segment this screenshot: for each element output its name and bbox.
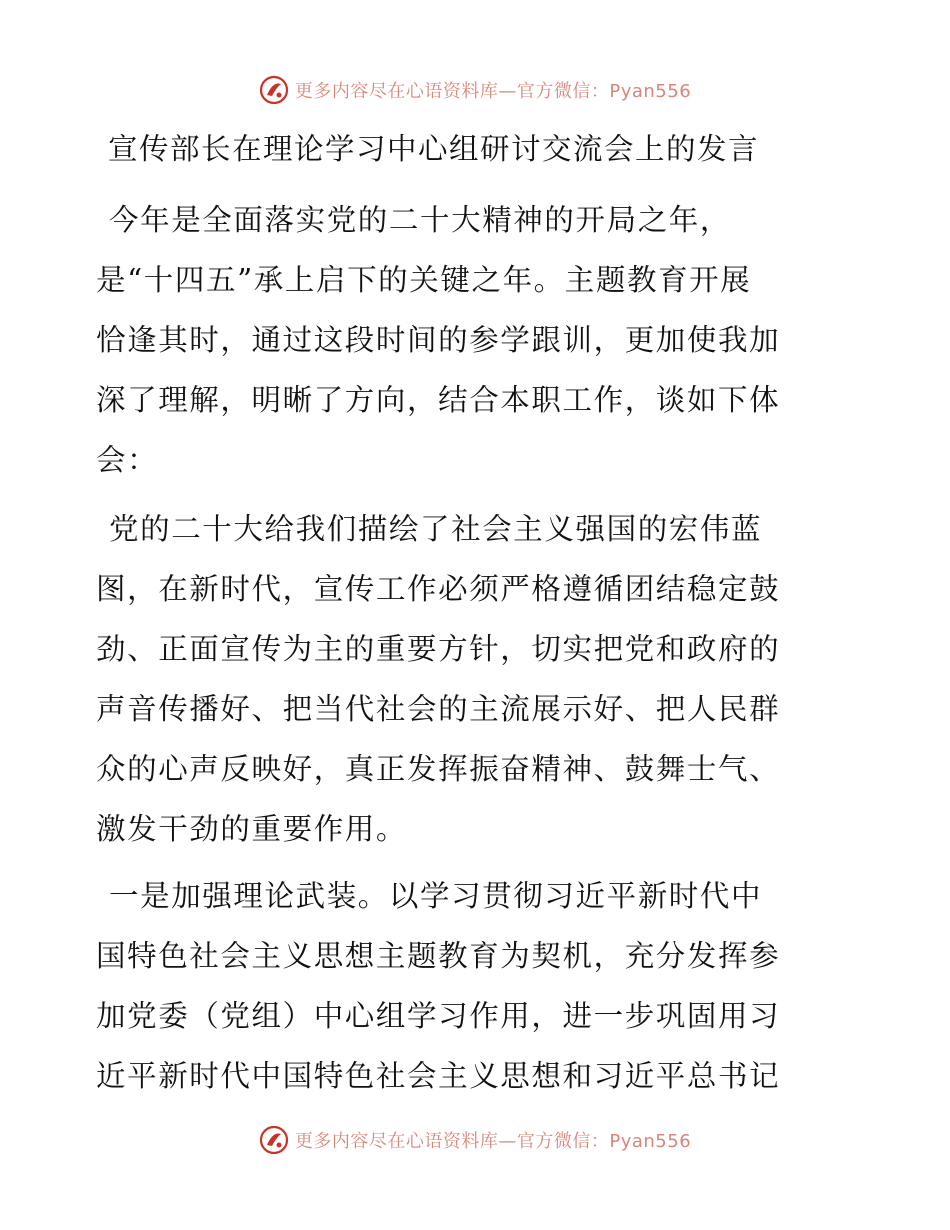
paragraph-3 <box>96 866 852 1106</box>
header-watermark-banner <box>0 73 950 107</box>
paragraph-line: 一是加强理论武装。以学习贯彻习近平新时代中 <box>109 879 763 913</box>
paragraph-line: 恰逢其时，通过这段时间的参学跟训，更加使我加 <box>96 323 781 357</box>
paragraph-line: 声音传播好、把当代社会的主流展示好、把人民群 <box>96 692 781 726</box>
paragraph-line: 党的二十大给我们描绘了社会主义强国的宏伟蓝 <box>109 512 763 546</box>
paragraph-line: 劲、正面宣传为主的重要方针，切实把党和政府的 <box>96 632 781 666</box>
paragraph-line: 加党委（党组）中心组学习作用，进一步巩固用习 <box>96 999 781 1033</box>
paragraph-2 <box>96 499 852 859</box>
paragraph-line: 激发干劲的重要作用。 <box>96 812 408 846</box>
paragraph-line: 会： <box>96 443 159 477</box>
document-title: 宣传部长在理论学习中心组研讨交流会上的发言 <box>108 132 760 166</box>
header-watermark-text: 更多内容尽在心语资料库—官方微信：Pyan556 <box>294 81 692 102</box>
paragraph-line: 众的心声反映好，真正发挥振奋精神、鼓舞士气、 <box>96 752 781 786</box>
paragraph-line: 图，在新时代，宣传工作必须严格遵循团结稳定鼓 <box>96 572 781 606</box>
paragraph-line: 国特色社会主义思想主题教育为契机，充分发挥参 <box>96 939 781 973</box>
red-seal-logo-icon <box>259 75 289 105</box>
footer-watermark-banner <box>0 1123 950 1157</box>
red-seal-logo-icon <box>259 1125 289 1155</box>
paragraph-line: 深了理解，明晰了方向，结合本职工作，谈如下体 <box>96 383 781 417</box>
footer-watermark-text: 更多内容尽在心语资料库—官方微信：Pyan556 <box>294 1131 692 1152</box>
paragraph-line: 今年是全面落实党的二十大精神的开局之年， <box>109 203 732 237</box>
paragraph-line: 是“十四五”承上启下的关键之年。主题教育开展 <box>96 263 752 297</box>
paragraph-line: 近平新时代中国特色社会主义思想和习近平总书记 <box>96 1059 781 1093</box>
paragraph-1 <box>96 190 852 490</box>
